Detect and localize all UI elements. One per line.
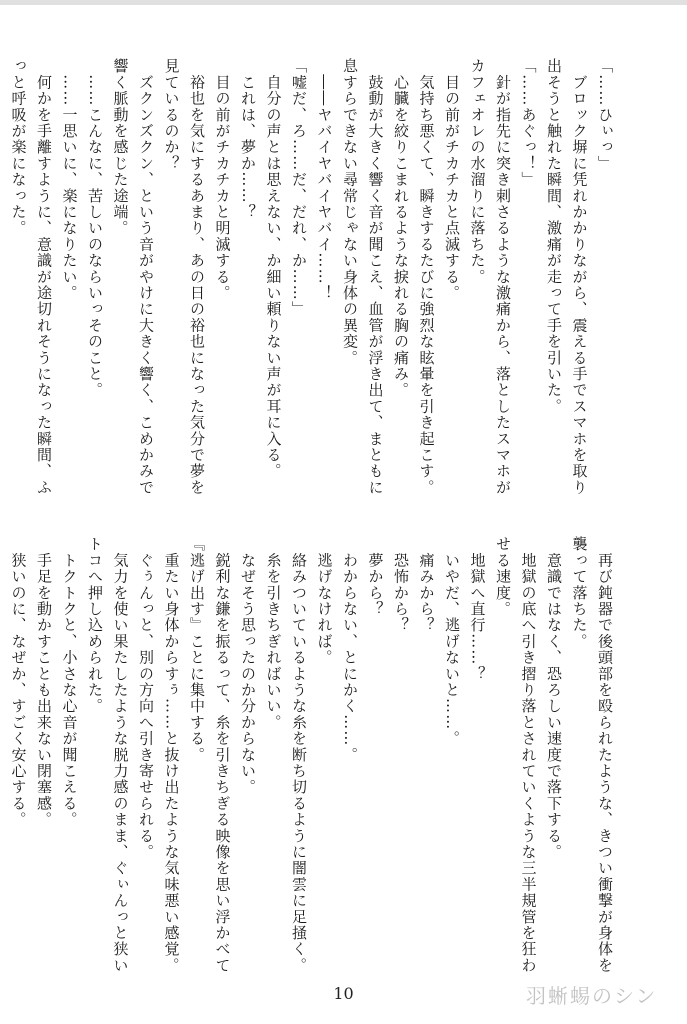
text-line: 夢から？ — [366, 536, 385, 617]
text-line: 地獄へ直行……？ — [468, 536, 487, 682]
text-line: 地獄の底へ引き摺り落とされていくような三半規管を狂わ — [519, 536, 538, 974]
text-line: 逃げなければ。 — [315, 536, 334, 666]
text-line: 「嘘だ、ろ……だ、だれ、か……」 — [290, 58, 308, 318]
watermark: 羽蜥蜴のシン — [526, 984, 658, 1008]
text-line: 見ているのか？ — [162, 58, 181, 172]
text-line: 糸を引きちぎればいい。 — [264, 536, 283, 731]
text-line: 目の前がチカチカと点滅する。 — [443, 58, 461, 301]
text-line: ……一思いに、楽になりたい。 — [60, 58, 79, 301]
text-line: 痛みから？ — [417, 536, 436, 634]
text-line: っと呼吸が楽になった。 — [9, 58, 28, 237]
text-line: ブロック塀に凭れかかりながら、震える手でスマホを取り — [570, 58, 589, 496]
text-line: 狭いのに、なぜか、すごく安心する。 — [9, 536, 28, 828]
text-line: ――ヤバイヤバイヤバイ……！ — [315, 58, 334, 301]
text-line: 恐怖から？ — [392, 536, 410, 634]
text-line: 息すらできない尋常じゃない身体の異変。 — [341, 58, 359, 366]
text-line: 目の前がチカチカと明滅する。 — [213, 58, 232, 301]
text-line: 重たい身体からすぅ……と抜け出たような気味悪い感覚。 — [162, 536, 181, 974]
text-line: これは、夢か……？ — [239, 58, 257, 220]
text-line: 手足を動かすことも出来ない閉塞感。 — [35, 536, 53, 828]
text-line: 気持ち悪くて、瞬きするたびに強烈な眩暈を引き起こす。 — [417, 58, 436, 496]
text-line: 意識ではなく、恐ろしい速度で落下する。 — [545, 536, 563, 860]
text-line: ぐぅんっと、別の方向へ引き寄せられる。 — [137, 536, 155, 860]
text-line: 鋭利な鎌を振るって、糸を引きちぎる映像を思い浮かべて — [213, 536, 232, 974]
text-line: せる速度。 — [494, 536, 512, 617]
text-line: トコへ押し込められた。 — [86, 536, 104, 715]
text-line: 鼓動が大きく響く音が聞こえ、血管が浮き出て、まともに — [366, 58, 385, 496]
page-number: 10 — [333, 984, 354, 1003]
text-line: 『逃げ出す』ことに集中する。 — [188, 536, 206, 763]
text-line: 再び鈍器で後頭部を殴られたような、きつい衝撃が身体を — [596, 536, 614, 974]
text-line: ズクンズクン、という音がやけに大きく響く、こめかみで — [137, 58, 155, 496]
text-line: なぜそう思ったのか分からない。 — [239, 536, 257, 796]
text-line: 裕也を気にするあまり、あの日の裕也になった気分で夢を — [188, 58, 206, 496]
top-border — [0, 0, 687, 5]
text-line: 「……あぐっ！」 — [519, 58, 538, 188]
text-line: 「……ひぃっ」 — [596, 58, 614, 172]
text-block-upper — [5, 58, 617, 496]
text-line: ……こんなに、苦しいのならいっそのこと。 — [86, 58, 104, 399]
text-line: 何かを手離すように、意識が途切れそうになった瞬間、ふ — [35, 58, 53, 496]
text-line: 響く脈動を感じた途端。 — [111, 58, 130, 237]
text-line: 針が指先に突き刺さるような激痛から、落としたスマホが — [494, 58, 512, 496]
text-block-lower — [5, 536, 617, 976]
text-line: いやだ、逃げないと……。 — [443, 536, 461, 747]
text-line: 自分の声とは思えない、か細い頼りない声が耳に入る。 — [264, 58, 283, 480]
text-line: 絡みついているような糸を断ち切るように闇雲に足掻く。 — [290, 536, 308, 974]
text-line: 襲って落ちた。 — [570, 536, 589, 650]
text-line: 気力を使い果たしたような脱力感のまま、ぐぃんっと狭い — [111, 536, 130, 974]
text-line: カフェオレの水溜りに落ちた。 — [468, 58, 487, 285]
text-line: わからない、とにかく……。 — [341, 536, 359, 763]
text-line: トクトクと、小さな心音が聞こえる。 — [60, 536, 79, 828]
text-line: 出そうと触れた瞬間、激痛が走って手を引いた。 — [545, 58, 563, 415]
text-line: 心臓を絞りこまれるような捩れる胸の痛み。 — [392, 58, 410, 399]
